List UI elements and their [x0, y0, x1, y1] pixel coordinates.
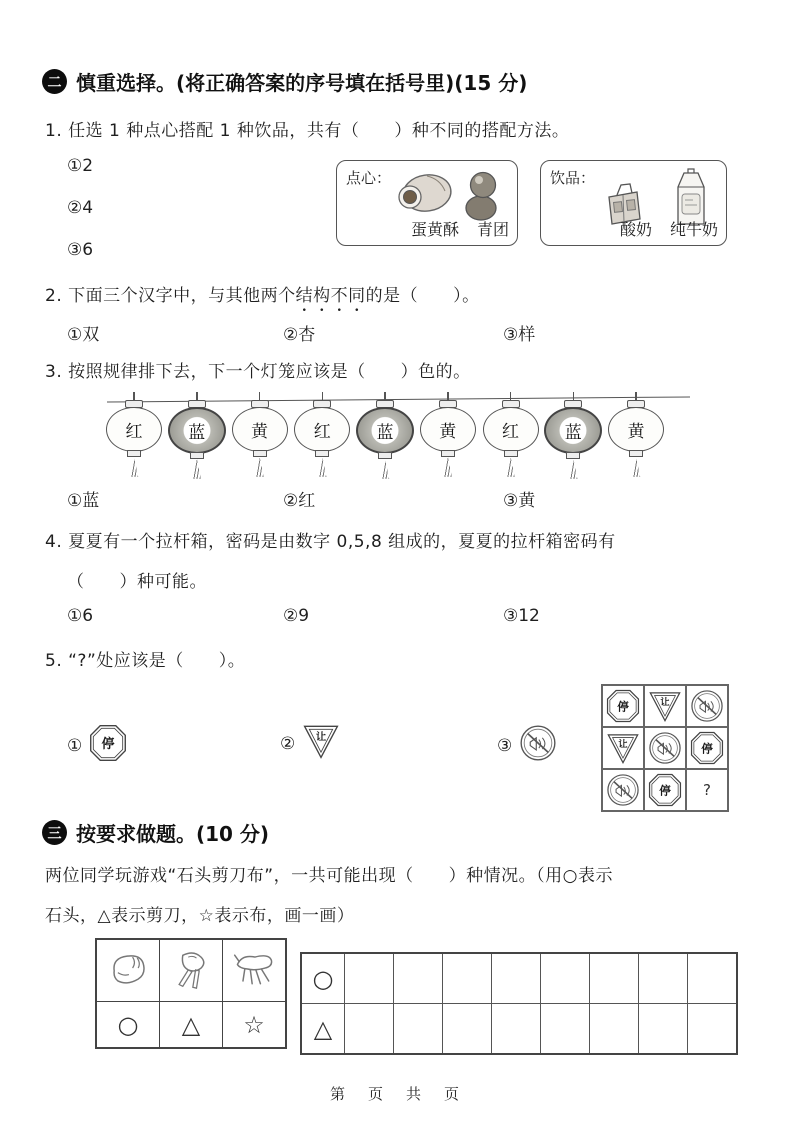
traffic-sign-puzzle-grid [601, 684, 729, 812]
legend-symbol-circle: ○ [96, 1002, 160, 1049]
scissors-hand-icon [168, 948, 214, 990]
snack-item-labels [337, 217, 509, 240]
svg-text:停: 停 [617, 699, 629, 714]
question-1-text: 1. 任选 1 种点心搭配 1 种饮品，共有（ ）种不同的搭配方法。 [45, 121, 570, 141]
lantern: 黄 [419, 392, 477, 479]
question-5-text: 5. “?”处应该是（ ）。 [45, 651, 246, 671]
drink-item-1: 酸奶 [619, 220, 652, 239]
q2-text-suffix: 的是（ ）。 [365, 286, 480, 306]
lantern: 蓝 [544, 392, 602, 479]
answer-row-triangle [301, 1004, 737, 1055]
svg-text:停: 停 [101, 737, 115, 753]
svg-text:让: 让 [660, 697, 670, 709]
stop-sign-icon [89, 724, 127, 767]
q1-option-3: ③6 [67, 240, 94, 260]
grid-cell [602, 727, 644, 769]
answer-row-triangle-header: △ [301, 1004, 345, 1055]
section-2-number-icon: 二 [42, 69, 67, 94]
question-4-options [0, 606, 793, 630]
drink-item-labels [541, 217, 718, 240]
draw-answer-table [300, 952, 738, 1055]
answer-empty-cell [492, 1004, 541, 1055]
section-3-title: 按要求做题。(10 分) [76, 822, 270, 846]
section-3-header [42, 818, 269, 847]
section-3-question-line1: 两位同学玩游戏“石头剪刀布”，一共可能出现（ ）种情况。（用○表示 [45, 866, 613, 886]
q1-option-1: ①2 [67, 156, 94, 176]
svg-text:停: 停 [659, 783, 671, 798]
page-footer: 第 页 共 页 [329, 1085, 463, 1103]
grid-cell [644, 727, 686, 769]
snack-box-label: 点心： [346, 169, 392, 187]
drink-box [540, 160, 727, 246]
answer-empty-cell [541, 1004, 590, 1055]
section-2-title: 慎重选择。(将正确答案的序号填在括号里)(15 分) [76, 71, 528, 95]
question-3-text: 3. 按照规律排下去，下一个灯笼应该是（ ）色的。 [45, 362, 471, 382]
grid-cell [686, 727, 728, 769]
q5-option-1 [67, 724, 127, 767]
q2-text-emphasized: 结构不同 [295, 286, 366, 306]
question-2-text [45, 281, 480, 316]
question-2-options [0, 320, 793, 344]
answer-empty-cell [688, 1004, 738, 1055]
svg-text:让: 让 [618, 739, 628, 751]
lantern: 黄 [607, 392, 665, 479]
q3-option-3: ③黄 [503, 491, 536, 511]
no-honking-sign-icon [519, 724, 557, 767]
q5-option-3 [497, 724, 557, 767]
lantern: 红 [105, 392, 163, 479]
grid-cell [644, 769, 686, 811]
legend-symbols-row [96, 1002, 286, 1049]
question-4-line2: （ ）种可能。 [67, 572, 207, 592]
q5-option-2 [280, 722, 340, 765]
section-3-question-line2: 石头，△表示剪刀，☆表示布，画一画） [45, 906, 355, 926]
svg-text:停: 停 [701, 741, 713, 756]
answer-empty-cell [394, 1004, 443, 1055]
q2-option-2: ②杏 [283, 325, 316, 345]
drink-item-2: 纯牛奶 [669, 220, 718, 239]
egg-yolk-pastry-icon [393, 171, 453, 219]
answer-empty-cell [345, 953, 394, 1004]
legend-cell-paper [223, 939, 287, 1002]
section-3-number-icon: 三 [42, 820, 67, 845]
grid-cell [602, 685, 644, 727]
rock-fist-icon [105, 948, 151, 990]
lantern-row [105, 392, 665, 479]
lantern: 红 [482, 392, 540, 479]
question-4-line1: 4. 夏夏有一个拉杆箱，密码是由数字 0,5,8 组成的，夏夏的拉杆箱密码有 [45, 532, 616, 552]
legend-cell-scissors [160, 939, 223, 1002]
q2-option-3: ③样 [503, 325, 536, 345]
answer-empty-cell [688, 953, 738, 1004]
rock-paper-scissors-legend-table [95, 938, 287, 1049]
answer-empty-cell [394, 953, 443, 1004]
answer-empty-cell [492, 953, 541, 1004]
no-honking-sign-icon: ③ [497, 735, 513, 756]
yield-sign-icon [302, 722, 340, 765]
answer-empty-cell [590, 1004, 639, 1055]
grid-cell [644, 685, 686, 727]
q5-option-2-number: ② [280, 733, 296, 754]
grid-cell [686, 685, 728, 727]
qingtuan-icon [461, 169, 503, 223]
lantern: 蓝 [168, 392, 226, 479]
answer-row-circle-header: ○ [301, 953, 345, 1004]
answer-empty-cell [443, 1004, 492, 1055]
q1-option-2: ②4 [67, 198, 94, 218]
lantern: 蓝 [356, 392, 414, 479]
answer-empty-cell [443, 953, 492, 1004]
question-3-options [0, 486, 793, 510]
drink-box-label: 饮品： [550, 169, 596, 187]
q4-option-3: ③12 [503, 606, 540, 626]
snack-item-2: 青团 [476, 220, 509, 239]
lantern: 红 [293, 392, 351, 479]
q5-option-1-number: ① [67, 735, 83, 756]
grid-cell [602, 769, 644, 811]
q3-option-1: ①蓝 [67, 491, 100, 511]
svg-text:让: 让 [316, 731, 327, 744]
q3-option-2: ②红 [283, 491, 316, 511]
answer-empty-cell [541, 953, 590, 1004]
lantern-pattern-figure [105, 390, 690, 490]
legend-symbol-triangle: △ [160, 1002, 223, 1049]
answer-empty-cell [345, 1004, 394, 1055]
answer-empty-cell [639, 1004, 688, 1055]
answer-empty-cell [590, 953, 639, 1004]
answer-row-circle [301, 953, 737, 1004]
question-1-options [67, 156, 93, 260]
legend-hands-row [96, 939, 286, 1002]
grid-cell-question-mark: ? [686, 769, 728, 811]
q2-option-1: ①双 [67, 325, 100, 345]
paper-hand-icon [231, 948, 277, 990]
section-2-header [42, 67, 527, 96]
q4-option-2: ②9 [283, 606, 310, 626]
legend-symbol-star: ☆ [223, 1002, 287, 1049]
legend-cell-rock [96, 939, 160, 1002]
answer-empty-cell [639, 953, 688, 1004]
snack-box [336, 160, 518, 246]
q4-option-1: ①6 [67, 606, 94, 626]
q2-text-prefix: 2. 下面三个汉字中，与其他两个 [45, 286, 296, 306]
snack-item-1: 蛋黄酥 [410, 220, 459, 239]
lantern: 黄 [231, 392, 289, 479]
